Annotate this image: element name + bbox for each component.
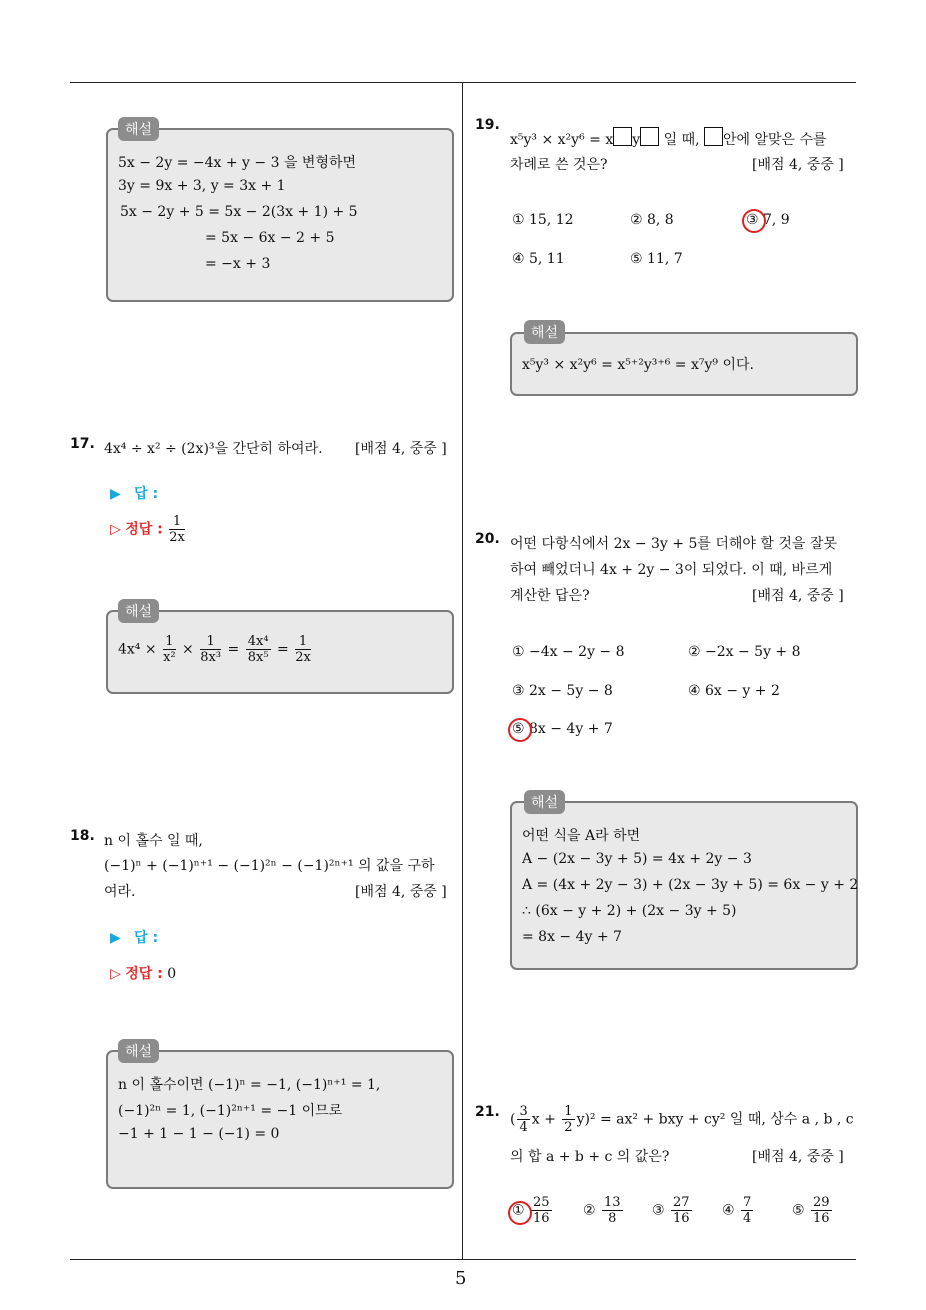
q18-number: 18. [70, 828, 95, 844]
q20-choice-2[interactable]: ② −2x − 5y + 8 [688, 644, 801, 660]
answer-arrow-icon: ▶ [110, 486, 121, 502]
q16-sol-line4: = 5x − 6x − 2 + 5 [205, 230, 335, 246]
correct-arrow-icon: ▷ [110, 521, 121, 538]
blank-box [613, 127, 632, 146]
q19-choice-2[interactable]: ② 8, 8 [630, 212, 674, 228]
q20-line3: 계산한 답은? [510, 588, 590, 604]
q19-solution: x⁵y³ × x²y⁶ = x⁵⁺²y³⁺⁶ = x⁷y⁹ 이다. [522, 357, 754, 373]
correct-circle-icon [742, 209, 766, 233]
q16-sol-line3: 5x − 2y + 5 = 5x − 2(3x + 1) + 5 [120, 204, 358, 220]
q16-sol-line5: = −x + 3 [205, 256, 271, 272]
q19-line2: 차례로 쓴 것은? [510, 157, 608, 173]
q20-choice-3[interactable]: ③ 2x − 5y − 8 [512, 683, 613, 699]
q21-choice-3[interactable]: ③ $\frac{27}{16}$ [652, 1195, 690, 1226]
q18-sol-line3: −1 + 1 − 1 − (−1) = 0 [118, 1126, 280, 1142]
q21-line1: ( $\frac{3}{4}$ x + $\frac{1}{2}$ y)² = ax² + bxy + cy² 일 때, 상수 a , b , c [510, 1104, 854, 1135]
solution-tag: 해설 [524, 320, 565, 344]
blank-box [640, 127, 659, 146]
answer-label: 답 : [134, 930, 159, 946]
q21-choice-5[interactable]: ⑤ $\frac{29}{16}$ [792, 1195, 830, 1226]
q19-choice-5[interactable]: ⑤ 11, 7 [630, 251, 683, 267]
q19-meta: [배점 4, 중중 ] [752, 157, 844, 173]
q20-choice-1[interactable]: ① −4x − 2y − 8 [512, 644, 625, 660]
answer-label: 답 : [134, 486, 159, 502]
top-rule [70, 82, 856, 83]
answer-arrow-icon: ▶ [110, 930, 121, 946]
q16-sol-line2: 3y = 9x + 3, y = 3x + 1 [118, 178, 286, 194]
solution-tag: 해설 [524, 790, 565, 814]
q18-line1: n 이 홀수 일 때, [104, 833, 203, 849]
q20-line2: 하여 빼었더니 4x + 2y − 3이 되었다. 이 때, 바르게 [510, 562, 833, 578]
q20-sol-line4: ∴ (6x − y + 2) + (2x − 3y + 5) [522, 903, 737, 919]
q18-line3: 여라. [104, 884, 136, 900]
correct-arrow-icon: ▷ [110, 966, 121, 982]
q19-number: 19. [475, 117, 500, 133]
q17-meta: [배점 4, 중중 ] [355, 441, 447, 457]
bottom-rule [70, 1259, 856, 1260]
solution-tag: 해설 [118, 1039, 159, 1063]
correct-circle-icon [508, 718, 532, 742]
q21-choice-4[interactable]: ④ $\frac{7}{4}$ [722, 1195, 752, 1226]
q20-line1: 어떤 다항식에서 2x − 3y + 5를 더해야 할 것을 잘못 [510, 536, 837, 552]
page-number: 5 [455, 1268, 467, 1289]
q17-number: 17. [70, 436, 95, 452]
q20-sol-line5: = 8x − 4y + 7 [522, 929, 622, 945]
q16-sol-line1: 5x − 2y = −4x + y − 3 을 변형하면 [118, 155, 357, 171]
q18-sol-line1: n 이 홀수이면 (−1)ⁿ = −1, (−1)ⁿ⁺¹ = 1, [118, 1077, 381, 1093]
q20-meta: [배점 4, 중중 ] [752, 588, 844, 604]
q18-answer: 0 [167, 966, 177, 982]
column-divider [462, 83, 463, 1260]
q17-correct-row [110, 514, 187, 545]
q20-sol-line2: A − (2x − 3y + 5) = 4x + 2y − 3 [522, 851, 752, 867]
blank-box [704, 127, 723, 146]
correct-label: 정답 : [125, 966, 163, 982]
q18-sol-line2: (−1)²ⁿ = 1, (−1)²ⁿ⁺¹ = −1 이므로 [118, 1103, 343, 1119]
q18-line2: (−1)ⁿ + (−1)ⁿ⁺¹ − (−1)²ⁿ − (−1)²ⁿ⁺¹ 의 값을 구하 [104, 858, 435, 874]
q21-choice-1[interactable]: ① $\frac{25}{16}$ [512, 1195, 550, 1226]
q17-text: 4x⁴ ÷ x² ÷ (2x)³을 간단히 하여라. [104, 441, 323, 457]
correct-label: 정답 : [125, 521, 163, 538]
q20-sol-line3: A = (4x + 2y − 3) + (2x − 3y + 5) = 6x − y + 2 [522, 877, 859, 893]
q20-choice-5[interactable]: ⑤ 8x − 4y + 7 [512, 721, 613, 737]
q21-choice-2[interactable]: ② $\frac{13}{8}$ [583, 1195, 621, 1226]
q19-choice-3[interactable]: ③ 7, 9 [746, 212, 790, 228]
q18-correct-row [110, 963, 176, 983]
q19-line1: x⁵y³ × x²y⁶ = x y 일 때, 안에 알맞은 수를 [510, 127, 827, 149]
solution-tag: 해설 [118, 599, 159, 623]
q21-line2: 의 합 a + b + c 의 값은? [510, 1149, 670, 1165]
q20-choice-4[interactable]: ④ 6x − y + 2 [688, 683, 780, 699]
correct-circle-icon [508, 1201, 532, 1225]
q17-answer-fraction: $\frac{1}{2x}$ [169, 514, 185, 545]
solution-tag: 해설 [118, 117, 159, 141]
q18-answer-row [110, 927, 158, 947]
q20-number: 20. [475, 531, 500, 547]
q19-choice-4[interactable]: ④ 5, 11 [512, 251, 565, 267]
q20-sol-line1: 어떤 식을 A라 하면 [522, 828, 641, 844]
q19-choice-1[interactable]: ① 15, 12 [512, 212, 574, 228]
q21-number: 21. [475, 1104, 500, 1120]
q17-answer-row [110, 483, 158, 503]
q21-meta: [배점 4, 중중 ] [752, 1149, 844, 1165]
q18-meta: [배점 4, 중중 ] [355, 884, 447, 900]
q17-solution: 4x⁴ × $\frac{1}{\text{x²}}$ × $\frac{1}{\text{8x³}}$ = $\frac{\text{4x⁴}}{\text{8x⁵}}$ = $\frac{1}{2x}$ [118, 634, 311, 665]
